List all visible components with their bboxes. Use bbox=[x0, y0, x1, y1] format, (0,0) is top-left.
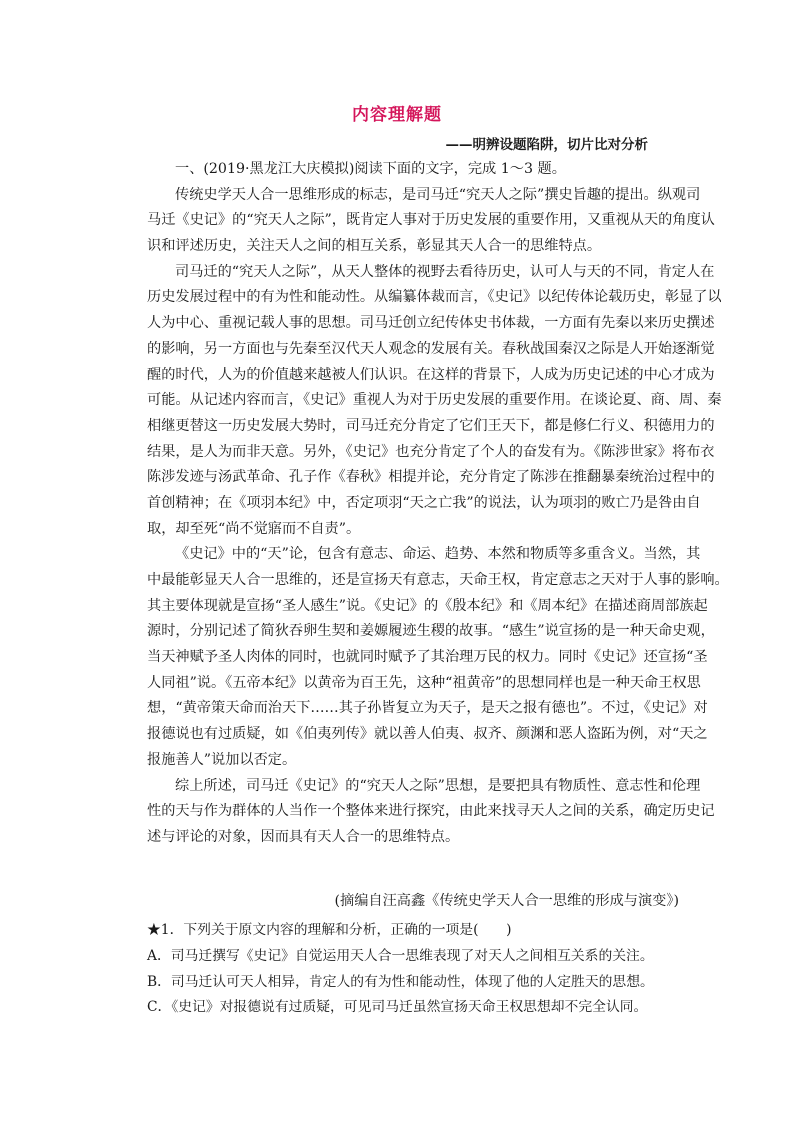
passage-line: 陈涉发迹与汤武革命、孔子作《春秋》相提并论，充分肯定了陈涉在推翻暴秦统治过程中的 bbox=[147, 469, 715, 486]
page-subtitle: ——明辨设题陷阱，切片比对分析 bbox=[445, 137, 648, 153]
question-stem: 1．下列关于原文内容的理解和分析，正确的一项是( ) bbox=[160, 922, 512, 938]
question-stem-line bbox=[147, 918, 647, 944]
passage-line: 报德说也有过质疑，如《伯夷列传》就以善人伯夷、叔齐、颜渊和恶人盗跖为例，对“天之 bbox=[147, 726, 708, 743]
question-block bbox=[147, 918, 654, 1021]
passage-line: 识和评述历史，关注天人之间的相互关系，彰显其天人合一的思维特点。 bbox=[147, 238, 602, 255]
option-c: C．《史记》对报德说有过质疑，可见司马迁虽然宣扬天命王权思想却不完全认同。 bbox=[147, 999, 648, 1016]
star-icon: ★ bbox=[147, 922, 161, 938]
source-citation: (摘编自汪高鑫《传统史学天人合一思维的形成与演变》) bbox=[334, 893, 679, 909]
passage-line: 司马迁的“究天人之际”，从天人整体的视野去看待历史，认可人与天的不同，肯定人在 bbox=[175, 263, 715, 280]
passage-line: 可能。从记述内容而言，《史记》重视人为对于历史发展的重要作用。在谈论夏、商、周、秦 bbox=[147, 392, 722, 409]
passage-line: 述与评论的对象，因而具有天人合一的思维特点。 bbox=[147, 828, 460, 845]
passage-line: 相继更替这一历史发展大势时，司马迁充分肯定了它们王天下，都是修仁行义、积德用力的 bbox=[147, 417, 715, 434]
passage-line: 历史发展过程中的有为性和能动性。从编纂体裁而言，《史记》以纪传体论载历史，彰显了以 bbox=[147, 289, 722, 306]
passage-line: 当天神赋予圣人肉体的同时，也就同时赋予了其治理万民的权力。同时《史记》还宣扬“圣 bbox=[147, 649, 708, 666]
passage-line: 人同祖”说。《五帝本纪》以黄帝为百王先，这种“祖黄帝”的思想同样也是一种天命王权思 bbox=[147, 674, 701, 691]
passage-line: 首创精神；在《项羽本纪》中，否定项羽“天之亡我”的说法，认为项羽的败亡乃是咎由自 bbox=[147, 494, 701, 511]
passage-line: 人为中心、重视记载人事的思想。司马迁创立纪传体史书体裁，一方面有先秦以来历史撰述 bbox=[147, 315, 715, 332]
passage-line: 取，却至死“尚不觉寤而不自责”。 bbox=[147, 520, 361, 537]
option-b: B．司马迁认可天人相异，肯定人的有为性和能动性，体现了他的人定胜天的思想。 bbox=[147, 973, 654, 990]
passage-line: 马迁《史记》的“究天人之际”，既肯定人事对于历史发展的重要作用，又重视从天的角度认 bbox=[147, 212, 715, 229]
passage-body bbox=[147, 157, 729, 851]
passage-line: 想，“黄帝策天命而治天下……其子孙皆复立为天子，是天之报有德也”。不过，《史记》对 bbox=[147, 700, 708, 717]
passage-line: 中最能彰显天人合一思维的，还是宣扬天有意志，天命王权，肯定意志之天对于人事的影响。 bbox=[147, 572, 729, 588]
passage-line: 报施善人”说加以否定。 bbox=[147, 751, 297, 768]
passage-line: 结果，是人为而非天意。另外，《史记》也充分肯定了个人的奋发有为。《陈涉世家》将布衣 bbox=[147, 443, 715, 460]
option-a: A．司马迁撰写《史记》自觉运用天人合一思维表现了对天人之间相互关系的关注。 bbox=[147, 947, 654, 964]
passage-line: 综上所述，司马迁《史记》的“究天人之际”思想，是要把具有物质性、意志性和伦理 bbox=[175, 777, 701, 794]
page-title: 内容理解题 bbox=[352, 105, 442, 125]
passage-line: 源时，分别记述了简狄吞卵生契和姜嫄履迹生稷的故事。“感生”说宣扬的是一种天命史观， bbox=[147, 623, 715, 640]
passage-line: 醒的时代，人为的价值越来越被人们认识。在这样的背景下，人成为历史记述的中心才成为 bbox=[147, 366, 715, 383]
passage-line: 一、(2019·黑龙江大庆模拟)阅读下面的文字，完成 1～3 题。 bbox=[175, 161, 566, 177]
passage-line: 其主要体现就是宣扬“圣人感生”说。《史记》的《殷本纪》和《周本纪》在描述商周部族起 bbox=[147, 597, 708, 614]
passage-line: 的影响，另一方面也与先秦至汉代天人观念的发展有关。春秋战国秦汉之际是人开始逐渐觉 bbox=[147, 340, 715, 357]
passage-line: 传统史学天人合一思维形成的标志，是司马迁“究天人之际”撰史旨趣的提出。纵观司 bbox=[175, 186, 701, 203]
passage-line: 性的天与作为群体的人当作一个整体来进行探究，由此来找寻天人之间的关系，确定历史记 bbox=[147, 803, 715, 820]
passage-line: 《史记》中的“天”论，包含有意志、命运、趋势、本然和物质等多重含义。当然，其 bbox=[175, 546, 701, 563]
